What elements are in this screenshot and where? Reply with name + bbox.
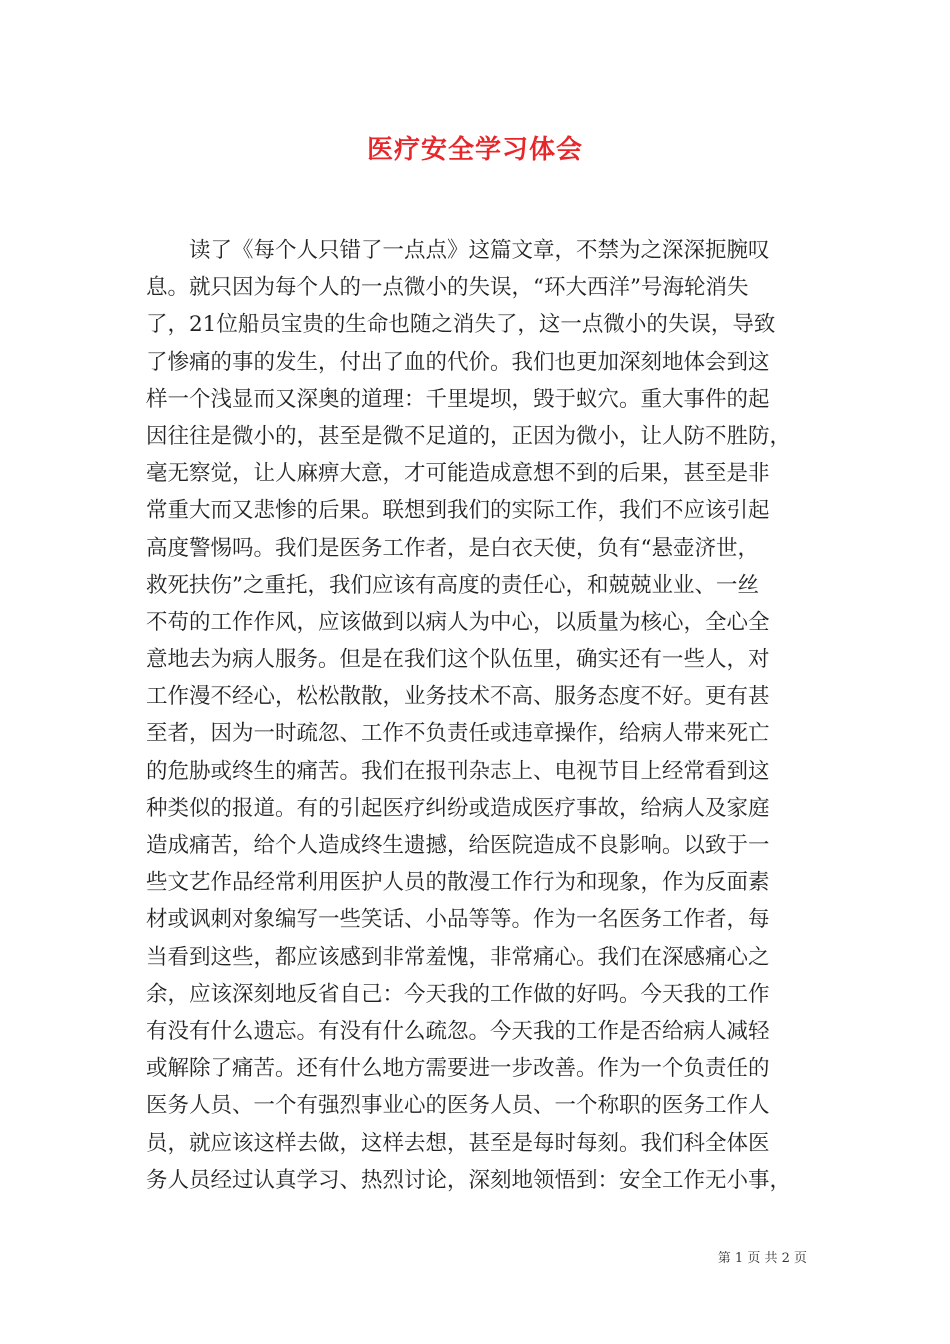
- text-line: 些文艺作品经常利用医护人员的散漫工作行为和现象，作为反面素: [146, 870, 770, 896]
- text-line: 不苟的工作作风，应该做到以病人为中心，以质量为核心，全心全: [146, 609, 770, 635]
- text-line: 务人员经过认真学习、热烈讨论，深刻地领悟到：安全工作无小事，: [146, 1167, 792, 1193]
- text-line: 的危胁或终生的痛苦。我们在报刊杂志上、电视节目上经常看到这: [146, 758, 770, 784]
- text-line: 当看到这些，都应该感到非常羞愧，非常痛心。我们在深感痛心之: [146, 944, 770, 970]
- text-line: 常重大而又悲惨的后果。联想到我们的实际工作，我们不应该引起: [146, 498, 770, 524]
- text-line: 至者，因为一时疏忽、工作不负责任或违章操作，给病人带来死亡: [146, 721, 770, 747]
- text-line: 医务人员、一个有强烈事业心的医务人员、一个称职的医务工作人: [146, 1093, 770, 1119]
- text-line: 意地去为病人服务。但是在我们这个队伍里，确实还有一些人，对: [146, 647, 770, 673]
- text-line: 余，应该深刻地反省自己：今天我的工作做的好吗。今天我的工作: [146, 981, 770, 1007]
- page-title: 医疗安全学习体会: [366, 135, 583, 165]
- text-line: 读了《每个人只错了一点点》这篇文章，不禁为之深深扼腕叹: [146, 238, 770, 263]
- text-line: 毫无察觉，让人麻痹大意，才可能造成意想不到的后果，甚至是非: [146, 461, 770, 487]
- text-line: 有没有什么遗忘。有没有什么疏忽。今天我的工作是否给病人减轻: [146, 1018, 770, 1044]
- text-line: 救死扶伤”之重托，我们应该有高度的责任心，和兢兢业业、一丝: [146, 572, 759, 598]
- text-line: 或解除了痛苦。还有什么地方需要进一步改善。作为一个负责任的: [146, 1056, 770, 1082]
- page-number: 第 1 页 共 2 页: [717, 1251, 807, 1266]
- text-line: 工作漫不经心，松松散散，业务技术不高、服务态度不好。更有甚: [146, 684, 770, 710]
- text-line: 种类似的报道。有的引起医疗纠纷或造成医疗事故，给病人及家庭: [146, 795, 770, 821]
- text-line: 材或讽刺对象编写一些笑话、小品等等。作为一名医务工作者，每: [146, 907, 770, 933]
- text-line: 高度警惕吗。我们是医务工作者，是白衣天使，负有“悬壶济世，: [146, 535, 759, 561]
- text-line: 员，就应该这样去做，这样去想，甚至是每时每刻。我们科全体医: [146, 1130, 770, 1156]
- text-line: 息。就只因为每个人的一点微小的失误，“环大西洋”号海轮消失: [146, 275, 749, 301]
- text-line: 造成痛苦，给个人造成终生遗撼，给医院造成不良影响。以致于一: [146, 833, 770, 858]
- text-line: 样一个浅显而又深奥的道理：千里堤坝，毁于蚁穴。重大事件的起: [146, 386, 770, 412]
- text-line: 了惨痛的事的发生，付出了血的代价。我们也更加深刻地体会到这: [146, 349, 770, 375]
- text-line: 了，21位船员宝贵的生命也随之消失了，这一点微小的失误，导致: [146, 312, 776, 338]
- body-text: [146, 232, 808, 1199]
- text-line: 因往往是微小的，甚至是微不足道的，正因为微小，让人防不胜防，: [146, 423, 792, 449]
